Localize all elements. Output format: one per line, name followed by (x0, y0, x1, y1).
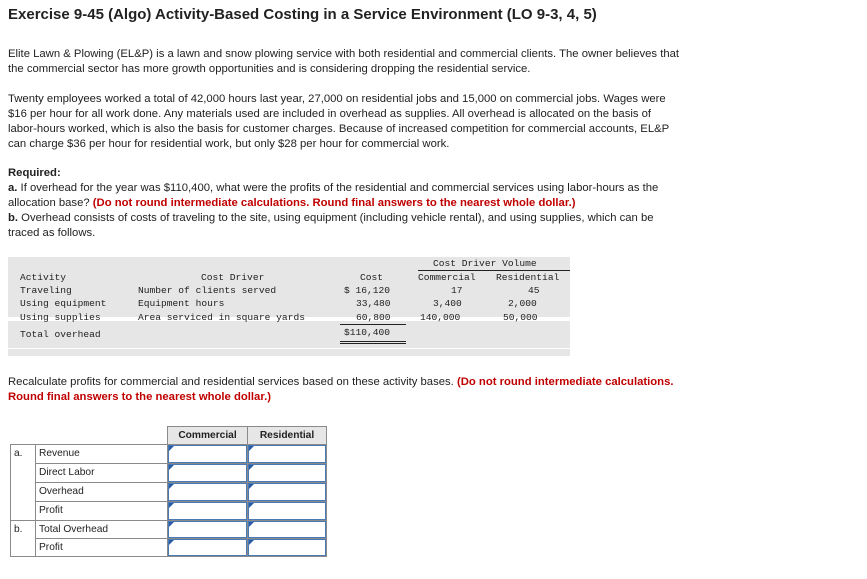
cell-wrap (167, 538, 248, 557)
profit-b-residential-input[interactable] (248, 539, 326, 556)
answer-grid (10, 426, 327, 557)
grid-corner (10, 426, 37, 445)
divider (340, 324, 406, 325)
part-b-label: b. (8, 212, 19, 224)
cell-wrap (167, 520, 248, 539)
table-row-cost: 33,480 (356, 298, 391, 309)
table-row-commercial: 3,400 (433, 298, 462, 309)
input-marker-icon (169, 465, 174, 470)
profit-a-residential-input[interactable] (248, 502, 326, 520)
total-cost: $110,400 (344, 327, 391, 338)
overhead-commercial-input[interactable] (168, 483, 247, 501)
part-b-text: Overhead consists of costs of traveling to the site, using equipment (including vehicle rental), and using supplies, which can be (18, 212, 654, 224)
input-marker-icon (169, 540, 174, 545)
table-row-activity: Traveling (20, 285, 72, 296)
double-underline (340, 341, 406, 342)
required-heading: Required: (8, 167, 61, 179)
double-underline (340, 343, 406, 344)
intro-paragraph-2 (8, 92, 768, 152)
table-row-cost: 60,800 (356, 312, 391, 323)
col-header-commercial: Commercial (167, 426, 248, 445)
table-row-residential: 50,000 (503, 312, 538, 323)
part-a-text: If overhead for the year was $110,400, what were the profits of the residential and commercial services using labor-hours as the (17, 182, 659, 194)
input-marker-icon (249, 484, 254, 489)
part-b-text-cont: traced as follows. (8, 227, 96, 239)
table-row-activity: Using supplies (20, 312, 101, 323)
intro-line: labor-hours worked, which is also the basis for customer charges. Because of increased competition for commercial accounts, EL&P (8, 123, 670, 135)
overhead-residential-input[interactable] (248, 483, 326, 501)
volume-header: Cost Driver Volume (433, 258, 537, 269)
col-residential: Residential (496, 272, 560, 283)
part-a-cell (10, 444, 36, 521)
intro-line: $16 per hour for all work done. Any materials used are included in overhead as supplies. All overhead is allocated on the basis of (8, 108, 652, 120)
part-a-label: a. (8, 182, 18, 194)
recalc-note: Round final answers to the nearest whole dollar.) (8, 391, 272, 403)
total-overhead-residential-input[interactable] (248, 521, 326, 538)
table-row-residential: 2,000 (508, 298, 537, 309)
activity-table (8, 257, 570, 356)
profit-a-commercial-input[interactable] (168, 502, 247, 520)
col-cost: Cost (360, 272, 384, 283)
total-label: Total overhead (20, 329, 101, 340)
cell-wrap (247, 538, 327, 557)
cell-wrap (247, 463, 327, 483)
required-section (8, 166, 768, 241)
direct-labor-residential-input[interactable] (248, 464, 326, 482)
row-label-direct-labor: Direct Labor (35, 463, 168, 483)
intro-line: Twenty employees worked a total of 42,000 hours last year, 27,000 on residential jobs and 15,000 on commercial jobs. Wages were (8, 93, 666, 105)
cell-wrap (247, 520, 327, 539)
input-marker-icon (249, 540, 254, 545)
intro-line: the commercial sector has more growth opportunities and is considering dropping the residential service. (8, 63, 531, 75)
revenue-residential-input[interactable] (248, 445, 326, 463)
recalc-line (8, 375, 768, 390)
row-label-profit-a: Profit (35, 501, 168, 521)
table-row-commercial: 17 (451, 285, 463, 296)
required-a (8, 181, 768, 196)
part-b-marker: b. (14, 524, 23, 535)
recalc-instructions (8, 375, 768, 405)
direct-labor-commercial-input[interactable] (168, 464, 247, 482)
col-header-residential: Residential (247, 426, 327, 445)
input-marker-icon (249, 503, 254, 508)
part-a-text-cont: allocation base? (8, 197, 93, 209)
required-a-cont (8, 196, 768, 211)
revenue-commercial-input[interactable] (168, 445, 247, 463)
divider (418, 270, 570, 271)
page-title: Exercise 9-45 (Algo) Activity-Based Costing in a Service Environment (LO 9-3, 4, 5) (8, 6, 597, 23)
table-row-driver: Area serviced in square yards (138, 312, 305, 323)
input-marker-icon (249, 446, 254, 451)
col-commercial: Commercial (418, 272, 476, 283)
row-label-overhead: Overhead (35, 482, 168, 502)
cell-wrap (167, 501, 248, 521)
intro-paragraph-1 (8, 47, 768, 77)
recalc-text: Recalculate profits for commercial and residential services based on these activity bases. (8, 376, 457, 388)
recalc-note: (Do not round intermediate calculations. (456, 376, 674, 388)
input-marker-icon (169, 503, 174, 508)
input-marker-icon (249, 522, 254, 527)
table-row-residential: 45 (528, 285, 540, 296)
table-row-driver: Number of clients served (138, 285, 277, 296)
cell-wrap (247, 501, 327, 521)
cell-wrap (167, 463, 248, 483)
table-row-activity: Using equipment (20, 298, 107, 309)
part-b-cell (10, 520, 36, 557)
cell-wrap (247, 482, 327, 502)
required-b (8, 211, 768, 226)
col-driver: Cost Driver (201, 272, 265, 283)
input-marker-icon (249, 465, 254, 470)
cell-wrap (247, 444, 327, 464)
table-row-commercial: 140,000 (420, 312, 461, 323)
row-label-profit-b: Profit (35, 538, 168, 557)
intro-line: Elite Lawn & Plowing (EL&P) is a lawn and snow plowing service with both residential and commercial clients. The owner believes that (8, 48, 680, 60)
row-label-total-overhead: Total Overhead (35, 520, 168, 539)
part-a-marker: a. (14, 448, 23, 459)
total-overhead-commercial-input[interactable] (168, 521, 247, 538)
row-label-revenue: Revenue (35, 444, 168, 464)
input-marker-icon (169, 446, 174, 451)
cell-wrap (167, 482, 248, 502)
input-marker-icon (169, 522, 174, 527)
intro-line: can charge $36 per hour for residential work, but only $28 per hour for commercial work. (8, 138, 450, 150)
part-a-note: (Do not round intermediate calculations. Round final answers to the nearest whole dollar.) (92, 197, 576, 209)
col-activity: Activity (20, 272, 67, 283)
input-marker-icon (169, 484, 174, 489)
table-band (8, 349, 570, 356)
table-row-cost: $ 16,120 (344, 285, 391, 296)
cell-wrap (167, 444, 248, 464)
table-row-driver: Equipment hours (138, 298, 225, 309)
profit-b-commercial-input[interactable] (168, 539, 247, 556)
